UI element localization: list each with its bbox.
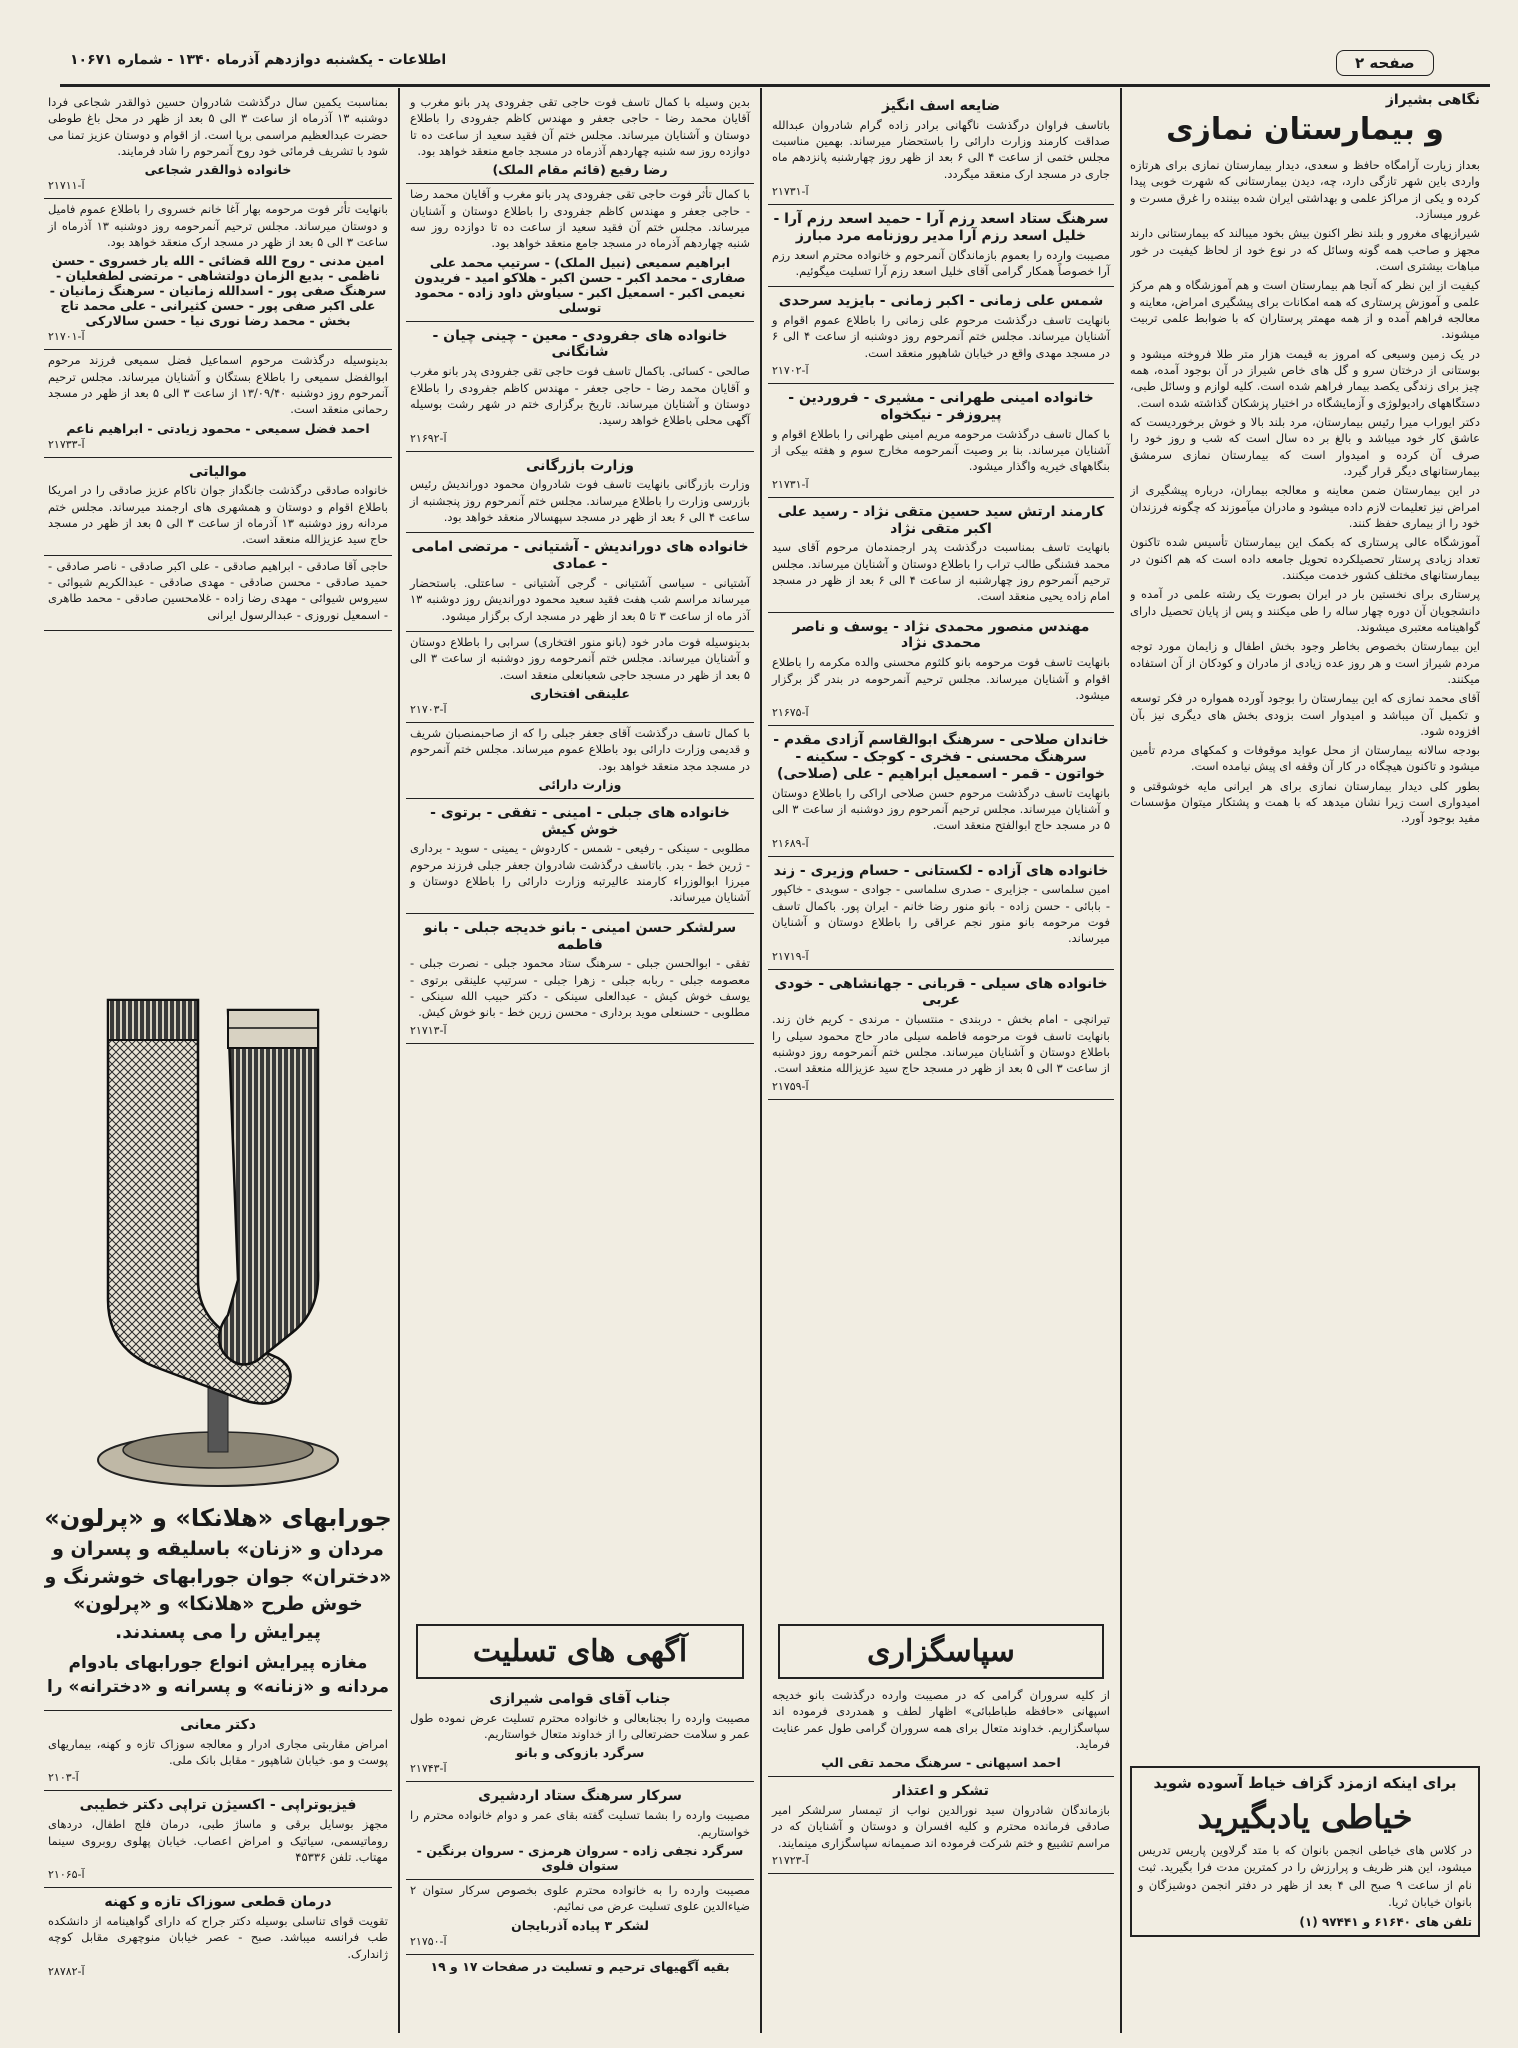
notice-code: آ-۲۱۷۳۱: [772, 477, 809, 491]
doctor-ad-text: امراض مقاربتی مجاری ادرار و معالجه سوزاک تازه و کهنه، بیماریهای پوست و مو. خیابان شاهپور - مقابل بانک ملی.: [48, 1736, 388, 1768]
sock-ad-body-2: مغازه پیرایش انواع جورابهای بادوام مردانه و «زنانه» و پسرانه و «دخترانه» را: [46, 1652, 390, 1698]
notice-text: با کمال تاسف درگذشت مرحومه مریم امینی طهرانی را باطلاع اقوام و آشنایان میرساند. بنا بر وصیت آنمرحومه مخارج سوم و هفته بیکی از بنگاههای خیریه واگذار میشود.: [772, 426, 1110, 474]
clinic-ad: [44, 1888, 392, 1984]
notice-text: بانهایت تأثر فوت مرحومه بهار آغا خانم خسروی را باطلاع عموم فامیل و دوستان میرساند. مجلس ترحیم آنمرحومه روز دوشنبه ۱۳ آذرماه از ساعت ۳ الی ۵ بعد از ظهر در مسجد ارک منعقد خواهد بود.: [48, 202, 388, 249]
condolence-text: مصیبت وارده را بشما تسلیت گفته بقای عمر و دوام خانواده محترم را خواستاریم.: [410, 1808, 750, 1839]
notice-title: خانواده های جفرودی - معین - چینی چیان - شانگانی: [432, 327, 728, 361]
notice-title: خانواده های سیلی - قربانی - جهانشاهی - خودی عربی: [774, 975, 1108, 1009]
column-feature-article: [1130, 92, 1480, 2027]
condolence-title: سرکار سرهنگ ستاد اردشیری: [478, 1788, 682, 1805]
thanks-title: تشکر و اعتذار: [893, 1783, 989, 1800]
notice-title: کارمند ارتش سید حسین متقی نژاد - رسید علی اکبر متقی نژاد: [777, 503, 1105, 537]
physio-ad-text: مجهز بوسایل برقی و ماساژ طبی، درمان فلج اطفال، دردهای روماتیسمی، سیاتیک و امراض اعصاب. خیابان پهلوی روبروی سینما مهتاب. تلفن ۴۵۳۳۶: [48, 1817, 388, 1864]
obituary-notice: [768, 384, 1114, 498]
notice-text: مطلوبی - سینکی - رفیعی - شمس - کاردوش - یمینی - سوید - برداری - ژرین خط - بدر. باتاسف درگذشت شادروان جعفر جبلی فرزند مرحوم میرزا ابوالوزراء کارمند عالیرتبه وزارت دارائی را باطلاع دوستان و آشنایان میرساند.: [410, 841, 750, 905]
notice-text: باتاسف فراوان درگذشت ناگهانی برادر زاده گرام شادروان عبدالله صداقت کارمند وزارت دارائی را باستحضار میرساند. بهمین مناسبت مجلس ختمی از ساعت ۴ الی ۶ بعد از ظهر روز چهارشنبه پانزدهم ماه جاری در مسجد ارک منعقد میگردد.: [772, 117, 1110, 181]
obituary-notice: [44, 350, 392, 457]
condolence-notice: [406, 1880, 754, 1955]
notice-text: وزارت بازرگانی بانهایت تاسف فوت شادروان محمود دوراندیش رئیس بازرسی وزارت را باطلاع میرساند. مجلس ختم آنمرحوم روز پنجشنبه از ساعت ۴ الی ۶ بعد از ظهر در مسجد سپهسالار منعقد خواهد بود.: [410, 477, 750, 524]
tailoring-ad-phone: تلفن های ۶۱۶۴۰ و ۹۷۴۴۱ (۱): [1299, 1915, 1472, 1929]
notice-text: بانهایت تاسف فوت مرحومه بانو کلثوم محسنی والده مکرمه را باطلاع اقوام و آشنایان میرساند. مجلس ترحیم آنمرحومه در بندر گز برگزار میشود.: [772, 655, 1110, 702]
doctor-ad-code: آ-۲۱۰۳: [48, 1771, 79, 1785]
notice-text: بانهایت تاسف درگذشت مرحوم حسن صلاحی اراکی را باطلاع دوستان و آشنایان میرساند. مجلس ترحیم آنمرحوم روز دوشنبه از ساعت ۳ الی ۵ در مسجد حاج ابوالفتح منعقد است.: [772, 785, 1110, 833]
notice-text: مصیبت وارده را بعموم بازماندگان آنمرحوم و خانواده محترم اسعد رزم آرا خصوصاً همکار گرامی آقای خلیل اسعد رزم آرا تسلیت میگوئیم.: [772, 247, 1110, 279]
notice-text: بمناسبت یکمین سال درگذشت شادروان حسین ذوالقدر شجاعی فردا دوشنبه ۱۳ آذرماه از ساعت ۳ الی ۵ بعد از ظهر در محل باغ طوطی حضرت عبدالعظیم مراسمی برپا است. از اقوام و دوستان عزیز تمنا می شود با تشریف فرمائی خود روح آنمرحوم را شاد فرمایند.: [48, 95, 388, 158]
notice-text: صالحی - کسائی. باکمال تاسف فوت حاجی تقی جفرودی پدر بانو مغرب و آقایان محمد رضا - حاجی جعفر - مهندس کاظم جفرودی را باطلاع دوستان و آشنایان میرساند. تاریخ برگزاری ختم در شهر رشت بوسیله آگهی محلی باطلاع خواهد رسید.: [410, 364, 750, 428]
obituary-notice: [44, 199, 392, 350]
obituary-notice: [44, 458, 392, 556]
sock-ad: [44, 980, 392, 1700]
thanks-signature: احمد اسپهانی - سرهنگ محمد تقی الپ: [821, 1755, 1061, 1771]
obituary-notice: [768, 613, 1114, 727]
classified-ads: [44, 1710, 392, 2028]
clinic-ad-code: آ-۲۸۷۸۲: [48, 1965, 85, 1979]
physio-ad-code: آ-۲۱۰۶۵: [48, 1868, 85, 1882]
notice-code: آ-۲۱۷۱۱: [48, 179, 85, 193]
obituary-notice: [406, 723, 754, 799]
article-title: و بیمارستان نمازی: [1166, 112, 1444, 147]
obituary-notice: [406, 799, 754, 914]
condolence-code: آ-۲۱۷۵۰: [410, 1934, 447, 1948]
condolence-signature: لشکر ۳ پیاده آذربایجان: [511, 1917, 649, 1933]
thanks-notice: [768, 1685, 1114, 1777]
notice-text: با کمال تأثر فوت حاجی تقی جفرودی پدر بانو مغرب و آقایان محمد رضا - حاجی جعفر و مهندس کاظم جفرودی را باطلاع دوستان و آشنایان میرساند. مجلس ختم آن فقید سعید از ساعت ده تا دوازده روز سه شنبه چهاردهم آذرماه در مسجد جامع منعقد خواهد بود.: [410, 187, 750, 251]
notice-text: بدینوسیله فوت مادر خود (بانو منور افتخاری) سرابی را باطلاع دوستان و آشنایان میرساند. مجلس ختم آنمرحومه روز دوشنبه از ساعت ۳ الی ۵ بعد از ظهر در مسجد حاجی شعبانعلی منعقد است.: [410, 634, 750, 682]
column-obituaries-3: [406, 92, 754, 1612]
sock-illustration: [44, 980, 392, 1500]
notice-code: آ-۲۱۶۷۵: [772, 706, 809, 720]
notice-signature: وزارت دارائی: [538, 776, 622, 792]
top-rule: [60, 84, 1490, 87]
thanks-banner: سپاسگزاری: [778, 1624, 1104, 1679]
condolences-section: [406, 1618, 754, 2028]
notice-title: خانواده های آزاده - لکستانی - حسام وزیری - زند: [773, 862, 1109, 879]
condolence-notice: [406, 1782, 754, 1879]
tailoring-ad-box: [1130, 1766, 1480, 1937]
notice-text: بدینوسیله درگذشت مرحوم اسماعیل فضل سمیعی فرزند مرحوم ابوالفضل سمیعی را باطلاع بستگان و آشنایان میرساند. مجلس ترحیم آنمرحوم روز دوشنبه ۱۳/۰۹/۴۰ از ساعت ۳ الی ۵ بعد از ظهر در مسجد رحمانی منعقد است.: [48, 353, 388, 417]
notice-code: آ-۲۱۷۱۳: [410, 1023, 447, 1037]
notice-title: خانواده امینی طهرانی - مشیری - فروردین - پیروزفر - نیکخواه: [788, 390, 1094, 423]
article-paragraph: آقای محمد نمازی که این بیمارستان را بوجود آورده همواره در فکر توسعه و تکمیل آن میباشد و امیدوار است بزودی بخش های دیگری نیز بآن افزوده شود.: [1130, 691, 1480, 738]
notice-signature: رضا رفیع (قائم مقام الملک): [492, 162, 668, 178]
article-paragraph: در این بیمارستان ضمن معاینه و معالجه بیماران، درباره پیشگیری از امراض نیز تعلیمات لازم داده میشود و مادران میآموزند که چگونه فرزندان خود را از بیماری حفظ کنند.: [1130, 483, 1480, 530]
obituary-notice: [406, 452, 754, 534]
thanks-text: از کلیه سروران گرامی که در مصیبت وارده درگذشت بانو خدیجه اسپهانی «حافظه طباطبائی» اظهار لطف و همدردی فرموده اند سپاسگزاریم. خداوند متعال برای همه سروران گرامی طول عمر عنایت فرماید.: [772, 1688, 1110, 1751]
notice-code: آ-۲۱۷۳۱: [772, 185, 809, 199]
page-number: صفحه ۲: [1336, 50, 1434, 76]
notice-text: خانواده صادقی درگذشت جانگداز جوان ناکام عزیز صادقی را در امریکا باطلاع اقوام و دوستان و همشهری های ارجمند میرساند. مجلس ختم مردانه روز دوشنبه ۱۳ آذرماه از ساعت ۳ الی ۵ بعد از ظهر در مسجد حاج سید عزیزالله منعقد است.: [48, 483, 388, 547]
notice-code: آ-۲۱۷۳۳: [48, 437, 85, 451]
obituary-notice: [768, 970, 1114, 1100]
tailoring-ad-body: در کلاس های خیاطی انجمن بانوان که با متد گرلاوین پاریس تدریس میشود، این هنر ظریف و پرارزش را در کمترین مدت فرا بگیرید. ثبت نام از ساعت ۹ صبح الی ۴ بعد از ظهر در دفتر انجمن دوشیزگان و بانوان خیابان ثریا.: [1138, 1843, 1472, 1909]
doctor-ad-title: دکتر معانی: [180, 1717, 256, 1733]
obituary-notice: [406, 914, 754, 1044]
notice-text: تیرانچی - امام بخش - دربندی - منتسبان - مرندی - کریم خان زند. بانهایت تاسف فوت مرحومه فاطمه سیلی مادر حاج محمود سیلی را باطلاع دوستان و آشنایان میرساند. مجلس ختم آنمرحومه روز دوشنبه از ساعت ۳ الی ۵ بعد از ظهر در مسجد حاج سید عزیزالله منعقد است.: [772, 1012, 1110, 1076]
condolence-code: آ-۲۱۷۴۳: [410, 1762, 447, 1776]
notice-title: ضایعه اسف انگیز: [881, 98, 1001, 114]
notice-text: بانهایت تاسف درگذشت مرحوم علی زمانی را باطلاع عموم اقوام و آشنایان میرساند. مجلس ختم آنمرحوم روز دوشنبه از ساعت ۴ الی ۶ در مسجد مهدی واقع در خیابان شاهپور منعقد است.: [772, 313, 1110, 360]
condolence-notice: [406, 1685, 754, 1782]
notice-title: مهندس منصور محمدی نژاد - یوسف و ناصر محمدی نژاد: [792, 618, 1090, 652]
notice-title: خانواده های دوراندیش - آشتیانی - مرتضی امامی - عمادی: [411, 539, 749, 573]
condolence-signature: سرگرد بازوکی و بانو: [515, 1745, 645, 1761]
obituary-notice: [768, 205, 1114, 287]
notice-code: آ-۲۱۶۹۲: [410, 431, 447, 445]
article-paragraph: کیفیت از این نظر که آنجا هم بیمارستان است و هم آموزشگاه و هم مرکز علمی و آموزش پرستاری که همه امکانات برای پیشگیری امراض، معاینه و معالجه فراهم آمده و از همه مهمتر پرستاران که با ضوابط علمی تربیت میشوند.: [1130, 278, 1480, 342]
thanks-section: [768, 1618, 1114, 2028]
thanks-notice: [768, 1777, 1114, 1874]
obituary-notice: [406, 184, 754, 321]
masthead-date-line: اطلاعات - یکشنبه دوازدهم آذرماه ۱۳۴۰ - شماره ۱۰۶۷۱: [70, 52, 447, 68]
notice-signature: خانواده ذوالقدر شجاعی: [144, 162, 292, 178]
sock-ad-headline: جورابهای «هلانکا» و «پرلون»: [44, 1504, 392, 1532]
obituary-notice: [406, 92, 754, 184]
condolences-banner: آگهی های تسلیت: [416, 1624, 744, 1679]
obituary-notice: [406, 322, 754, 452]
column-obituaries-4: [44, 92, 392, 972]
obituary-notice: [768, 857, 1114, 970]
article-paragraph: بطور کلی دیدار بیمارستان نمازی برای هر ایرانی مایه خوشوقتی و امیدواری است زیرا نشان میدهد که با همت و پشتکار میتوان مؤسسات مفید بوجود آورد.: [1130, 778, 1480, 826]
notice-title: وزارت بازرگانی: [525, 457, 634, 474]
notice-title: خانواده های جبلی - امینی - تفقی - برتوی - خوش کیش: [430, 804, 730, 838]
obituary-notice: [406, 632, 754, 723]
physio-ad: [44, 1791, 392, 1888]
notice-code: آ-۲۱۷۵۹: [772, 1079, 809, 1093]
notice-signature: امین مدنی - روح الله قضائی - الله یار خسروی - حسن ناظمی - بدیع الزمان دولتشاهی - مرتضی لطفعلیان - سرهنگ صفی پور - اسدالله زمانیان - سرهنگ زمانیان - علی اکبر صفی پور - حسن کثیرانی - علی محمد تاج بخش - محمد رضا نوری نیا - حسن سالارکی: [49, 253, 387, 329]
obituary-notice: [44, 92, 392, 199]
notice-text: بدین وسیله با کمال تاسف فوت حاجی تقی جفرودی پدر بانو مغرب و آقایان محمد رضا - حاجی جعفر و مهندس کاظم جفرودی را باطلاع دوستان و آشنایان میرساند. مجلس ختم آن فقید سعید از ساعت ده تا دوازده روز سه شنبه چهاردهم آذرماه در مسجد جامع منعقد خواهد بود.: [410, 95, 750, 158]
condolence-text: مصیبت وارده را بجنابعالی و خانواده محترم تسلیت عرض نموده طول عمر و سلامت حضرتعالی را از خداوند متعال خواستاریم.: [410, 1710, 750, 1742]
continued-note: بقیه آگهیهای ترحیم و تسلیت در صفحات ۱۷ و ۱۹: [430, 1958, 730, 1974]
notice-signature: احمد فضل سمیعی - محمود زیادتی - ابراهیم ناعم: [66, 420, 370, 436]
article-paragraph: پرستاری برای نخستین بار در ایران بصورت یک رشته علمی در آمده و دانشجویان آن دوره چهار ساله را طی میکنند و پس از پایان تحصیل دارای گواهینامه معتبری میشوند.: [1130, 587, 1480, 634]
notice-text: تفقی - ابوالحسن جبلی - سرهنگ ستاد محمود جبلی - نصرت جبلی - معصومه جبلی - ربابه جبلی - زهرا جبلی - سرتیپ علینقی برتوی - یوسف خوش کیش - عبدالعلی سینکی - دکتر حبیب الله سینکی - مطلوبی - حسنعلی موید برداری - محسن زرین خط - بانو خوش کیش.: [410, 956, 750, 1020]
obituary-notice: [768, 498, 1114, 613]
tailoring-ad-headline: خیاطی یادبگیرید: [1197, 1798, 1413, 1836]
obituary-notice: [768, 92, 1114, 205]
notice-title: سرهنگ ستاد اسعد رزم آرا - حمید اسعد رزم آرا - خلیل اسعد رزم آرا مدیر روزنامه مرد مبارز: [773, 211, 1109, 244]
physio-ad-title: فیزیوتراپی - اکسیژن تراپی دکتر خطیبی: [79, 1797, 357, 1814]
notice-text: بانهایت تاسف بمناسبت درگذشت پدر ارجمندمان مرحوم آقای سید محمد فشنگی طالب تراب را باطلاع دوستان و آشنایان میرساند. مجلس ترحیم آنمرحوم روز چهارشنبه از ساعت ۴ الی ۶ بعد از ظهر در مسجد امام زاده یحیی منعقد است.: [772, 540, 1110, 604]
article-paragraph: شیرازیهای مغرور و بلند نظر اکنون بیش بخود میبالند که بیمارستانی دارند مجهز و صاحب همه گونه وسائل که در نوع خود از لحاظ کیفیت در خور مباهات بیشتری است.: [1130, 226, 1480, 273]
tailoring-ad: [1130, 1760, 1480, 2020]
thanks-text: بازماندگان شادروان سید نورالدین نواب از تیمسار سرلشکر امیر صادقی فرمانده محترم و کلیه افسران و دوستان و آشنایان که در مراسم تشییع و ختم شرکت فرموده اند صمیمانه سپاسگزاری مینمایند.: [772, 1803, 1110, 1850]
obituary-notice: [44, 556, 392, 631]
notice-code: آ-۲۱۷۰۳: [410, 702, 447, 716]
notice-title: شمس علی زمانی - اکبر زمانی - بایزید سرحدی: [778, 293, 1104, 310]
article-kicker: نگاهی بشیراز: [1385, 92, 1480, 108]
notice-title: سرلشکر حسن امینی - بانو خدیجه جبلی - بانو فاطمه: [423, 919, 737, 953]
article-paragraph: بودجه سالانه بیمارستان از محل عواید موقوفات و کمکهای مردم تأمین میشود و تاکنون هیچگاه در کار آن وقفه ای پیش نیامده است.: [1130, 743, 1480, 774]
condolence-title: جناب آقای قوامی شیرازی: [489, 1691, 671, 1707]
notice-text: با کمال تاسف درگذشت آقای جعفر جبلی را که از صاحبمنصبان شریف و قدیمی وزارت دارائی بود باطلاع عموم میرساند. مجلس ختم آنمرحوم در مسجد مجد منعقد خواهد بود.: [410, 725, 750, 773]
sock-ad-body-1: مردان و «زنان» باسلیقه و پسران و «دختران» جوان جورابهای خوشرنگ و خوش طرح «هلانکا» و «پرلون» پیرایش را می پسندند.: [44, 1538, 392, 1644]
notice-title: موالیاتی: [189, 463, 247, 480]
notice-code: آ-۲۱۷۰۱: [48, 330, 85, 344]
clinic-ad-title: درمان قطعی سوزاک تازه و کهنه: [104, 1894, 332, 1911]
notice-code: آ-۲۱۷۰۲: [772, 364, 809, 378]
obituary-notice: [768, 287, 1114, 384]
article-paragraph: بعداز زیارت آرامگاه حافظ و سعدی، دیدار بیمارستان نمازی برای هرتازه واردی باین شهر تازگی دارد، چه، دیدن بیمارستانی که شهرت خوبی پیدا کرده و یکی از مراکز علمی و بهداشتی ایران شده بیننده را غرق مسرت و غرور میسازد.: [1130, 158, 1480, 221]
divider-col2: [760, 88, 762, 2033]
notice-text: امین سلماسی - جزایری - صدری سلماسی - جوادی - سویدی - خاکپور - بابائی - حسن زاده - بانو منور رضا خانم - ایران پور. باکمال تاسف فوت مرحومه بانو منور نجم عراقی را باطلاع دوستان و آشنایان میرساند.: [772, 882, 1110, 946]
notice-code: آ-۲۱۶۸۹: [772, 836, 809, 850]
obituary-notice: [768, 726, 1114, 856]
notice-text: آشتیانی - سیاسی آشتیانی - گرجی آشتیانی - ساعتلی. باستحضار میرساند مراسم شب هفت فقید سعید محمود دوراندیش روز دوشنبه ۱۳ آذر ماه از ساعت ۳ تا ۵ بعد از ظهر در مسجد ارک برگزار میشود.: [410, 575, 750, 623]
divider-col3: [398, 88, 400, 2033]
article-paragraph: دکتر ایوراب میرا رئیس بیمارستان، مرد بلند بالا و خوش برخوردیست که عاشق کار خود میباشد و بالغ بر ده سال است که شب و روز خود را صرف آن کرده و امیدوار است که بیمارستان نمازی سرمشق بیمارستانهای دیگر قرار گیرد.: [1130, 414, 1480, 478]
divider-col1: [1120, 88, 1122, 2033]
notice-code: آ-۲۱۷۱۹: [772, 949, 809, 963]
clinic-ad-text: تقویت قوای تناسلی بوسیله دکتر جراح که دارای گواهینامه از دانشکده طب فرانسه میباشد. صبح - عصر خیابان منوچهری مقابل کوچه ژاندارک.: [48, 1914, 388, 1961]
notice-signature: ابراهیم سمیعی (نبیل الملک) - سرتیپ محمد علی صفاری - محمد اکبر - حسن اکبر - هلاکو امید - فریدون نعیمی اکبر - اسمعیل اکبر - سیاوش داود زاده - محمود توسلی: [414, 254, 746, 315]
article-paragraph: در یک زمین وسیعی که امروز به قیمت هزار متر طلا فروخته میشود و بوستانی از درختان سرو و گل های خاص شیراز در آن بوجود آمده، همه چیز برای زندگی یکصد بیمار فراهم شده است. کلیه لوازم و وسائل طبی، دستگاههای رادیولوژی و آزمایشگاه در اختیار پزشکان گذاشته شده است.: [1130, 346, 1480, 410]
article-paragraph: این بیمارستان بخصوص بخاطر وجود بخش اطفال و زایمان مورد توجه مردم شیراز است و هر روز عده زیادی از مادران و کودکان از آن استفاده میکنند.: [1130, 639, 1480, 686]
thanks-code: آ-۲۱۷۲۳: [772, 1854, 809, 1868]
condolence-signature: سرگرد نجفی زاده - سروان هرمزی - سروان برنگین - ستوان فلوی: [416, 1842, 744, 1873]
condolence-text: مصیبت وارده را به خانواده محترم علوی بخصوص سرکار ستوان ۲ ضیاءالدین علوی تسلیت عرض می نمائیم.: [410, 1882, 750, 1914]
notice-signature: علینقی افتخاری: [530, 685, 630, 701]
tailoring-ad-tagline: برای اینکه ازمزد گزاف خیاط آسوده شوید: [1153, 1774, 1457, 1792]
doctor-ad: [44, 1710, 392, 1791]
obituary-notice: [406, 533, 754, 632]
notice-text: حاجی آقا صادقی - ابراهیم صادقی - علی اکبر صادقی - ناصر صادقی - حمید صادقی - محسن صادقی - مهدی صادقی - عبدالکریم شیوائی - سیروس شیوائی - مهدی رضا زاده - غلامحسین صادقی - محمد طاهری - اسمعیل نوروزی - عبدالرسول ایرانی: [48, 558, 388, 622]
column-obituaries-2: [768, 92, 1114, 1392]
notice-title: خاندان صلاحی - سرهنگ ابوالقاسم آزادی مقدم - سرهنگ محسنی - فخری - کوجک - سکینه - خواتون - قمر - اسمعیل ابراهیم - علی (صلاحی): [773, 732, 1109, 782]
article-paragraph: آموزشگاه عالی پرستاری که بکمک این بیمارستان تأسیس شده تاکنون تعداد زیادی پرستار تحصیلکرده تحویل جامعه داده است که هم اکنون در بیمارستانهای مختلف کشور خدمت میکنند.: [1130, 535, 1480, 582]
